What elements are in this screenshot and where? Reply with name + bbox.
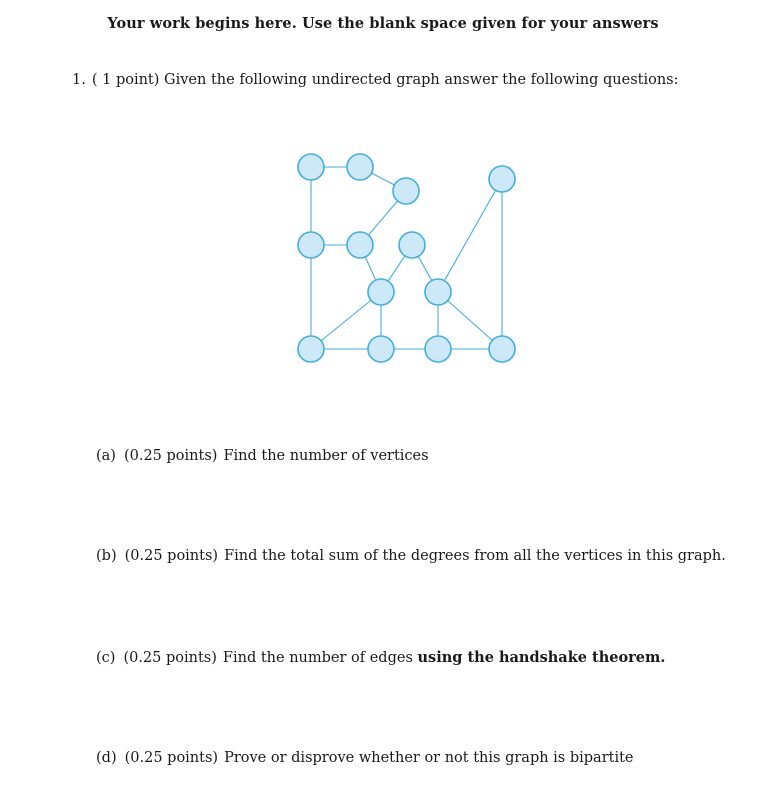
graph-svg [290,148,530,378]
part-label: (a) [96,448,116,464]
graph-vertex [298,154,324,180]
part-d [96,750,634,766]
part-a [96,448,429,464]
part-bold-text: using the handshake theorem. [417,649,666,666]
graph-vertex [393,178,419,204]
graph-vertex [298,232,324,258]
part-text: Find the number of vertices [223,448,429,464]
part-points: (0.25 points) [124,548,219,564]
part-points: (0.25 points) [123,650,217,666]
graph-vertex [399,232,425,258]
graph-vertex [425,279,451,305]
undirected-graph-figure [290,148,530,378]
question-1 [72,72,679,88]
part-label: (d) [96,750,117,766]
part-points: (0.25 points) [124,750,219,766]
page-title: Your work begins here. Use the blank space given for your answers [107,15,659,32]
graph-vertex [368,279,394,305]
part-text: Find the total sum of the degrees from all the vertices in this graph. [224,548,726,564]
part-label: (c) [96,650,116,666]
part-c [96,649,665,666]
graph-vertex [489,336,515,362]
graph-edge [438,179,502,292]
part-text: Find the number of edges [222,650,413,666]
part-points: (0.25 points) [123,448,218,464]
graph-vertex [425,336,451,362]
question-text: ( 1 point) Given the following undirected graph answer the following questions: [91,72,679,88]
graph-vertex [368,336,394,362]
graph-vertex [489,166,515,192]
question-number: 1. [72,72,86,88]
graph-vertex [347,154,373,180]
part-text: Prove or disprove whether or not this graph is bipartite [224,750,634,766]
graph-vertex [347,232,373,258]
part-b [96,548,726,564]
part-label: (b) [96,548,117,564]
graph-vertex [298,336,324,362]
